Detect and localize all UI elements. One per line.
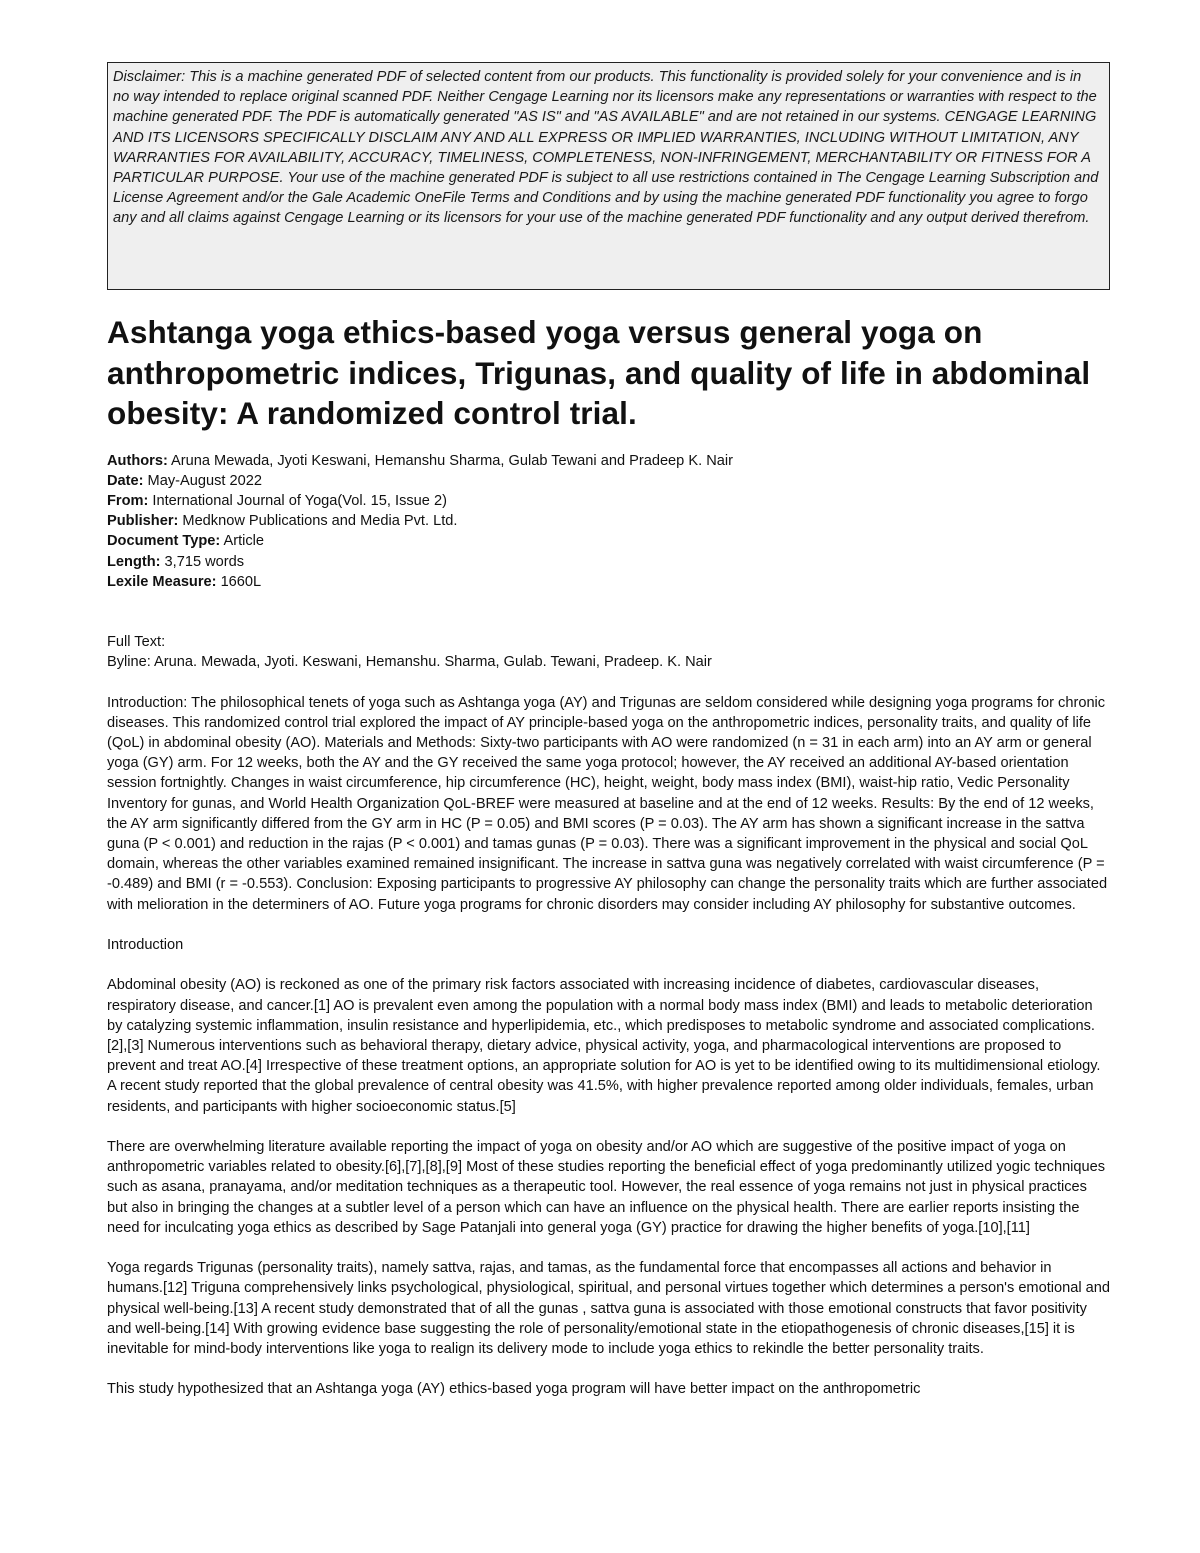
meta-publisher [107, 511, 1110, 531]
meta-authors [107, 451, 1110, 471]
body-paragraph: Yoga regards Trigunas (personality traits), namely sattva, rajas, and tamas, as the fundamental force that encompasses all actions and behavior in humans.[12] Triguna comprehensively links psychological, physiological, spiritual, and personal virtues together which determines a person's emotional and physical well-being.[13] A recent study demonstrated that of all the gunas , sattva guna is associated with those emotional constructs that favor positivity and well-being.[14] With growing evidence base suggesting the role of personality/emotional state in the etiopathogenesis of chronic diseases,[15] it is inevitable for mind-body interventions like yoga to realign its delivery mode to include yoga ethics to rekindle the better personality traits. [107, 1260, 1110, 1357]
body-paragraph: There are overwhelming literature available reporting the impact of yoga on obesity and/or AO which are suggestive of the positive impact of yoga on anthropometric variables related to obesity.[6],[7],[8],[9] Most of these studies reporting the beneficial effect of yoga predominantly utilized yogic techniques such as asana, pranayama, and/or meditation techniques as a therapeutic tool. However, the real essence of yoga remains not just in physical practices but also in bringing the changes at a subtler level of a person which can have an influence on the physical health. There are earlier reports insisting the need for inculcating yoga ethics as described by Sage Patanjali into general yoga (GY) practice for drawing the higher benefits of yoga.[10],[11] [107, 1138, 1106, 1236]
full-text-label: Full Text: [107, 633, 166, 650]
meta-value: 1660L [216, 573, 262, 590]
body-paragraph: Abdominal obesity (AO) is reckoned as one of the primary risk factors associated with increasing incidence of diabetes, cardiovascular diseases, respiratory disease, and cancer.[1] AO is prevalent even among the population with a normal body mass index (BMI) and leads to metabolic deterioration by catalyzing systemic inflammation, insulin resistance and hyperlipidemia, etc., which predisposes to metabolic syndrome and associated complications.[2],[3] Numerous interventions such as behavioral therapy, dietary advice, physical activity, yoga, and pharmacological interventions are proposed to prevent and treat AO.[4] Irrespective of these treatment options, an appropriate solution for AO is yet to be identified owing to its multidimensional etiology. A recent study reported that the global prevalence of central obesity was 41.5%, with higher prevalence reported among older individuals, females, urban residents, and participants with higher socioeconomic status.[5] [107, 977, 1101, 1115]
meta-label: Authors: [107, 452, 168, 469]
meta-value: May-August 2022 [143, 472, 262, 489]
document-page [107, 62, 1110, 1400]
disclaimer-box [107, 62, 1110, 290]
section-heading-introduction: Introduction [107, 936, 184, 953]
meta-from [107, 491, 1110, 511]
meta-value: 3,715 words [160, 553, 245, 570]
meta-value: Article [220, 533, 265, 550]
meta-label: Date: [107, 472, 144, 489]
meta-value: International Journal of Yoga(Vol. 15, Issue 2) [148, 492, 447, 509]
abstract-paragraph: Introduction: The philosophical tenets of yoga such as Ashtanga yoga (AY) and Trigunas are seldom considered while designing yoga programs for chronic diseases. This randomized control trial explored the impact of AY principle-based yoga on the anthropometric indices, personality traits, and quality of life (QoL) in abdominal obesity (AO). Materials and Methods: Sixty-two participants with AO were randomized (n = 31 in each arm) into an AY arm or general yoga (GY) arm. For 12 weeks, both the AY and the GY received the same yoga protocol; however, the AY received an additional AY-based orientation session fortnightly. Changes in waist circumference, hip circumference (HC), height, weight, body mass index (BMI), waist-hip ratio, Vedic Personality Inventory for gunas, and World Health Organization QoL-BREF were measured at baseline and at the end of 12 weeks. Results: By the end of 12 weeks, the AY arm significantly differed from the GY arm in HC (P = 0.05) and BMI scores (P = 0.03). The AY arm has shown a significant increase in the sattva guna (P < 0.001) and reduction in the rajas (P < 0.001) and tamas gunas (P = 0.03). There was a significant improvement in the physical and social QoL domain, whereas the other variables examined remained insignificant. The increase in sattva guna was negatively correlated with waist circumference (P = -0.489) and BMI (r = -0.553). Conclusion: Exposing participants to progressive AY philosophy can change the personality traits which are further associated with melioration in the determiners of AO. Future yoga programs for chronic disorders may consider including AY philosophy for substantive outcomes. [107, 694, 1108, 913]
byline: Byline: Aruna. Mewada, Jyoti. Keswani, Hemanshu. Sharma, Gulab. Tewani, Pradeep. K. Nair [107, 654, 712, 671]
disclaimer-text: Disclaimer: This is a machine generated PDF of selected content from our products. This functionality is provided solely for your convenience and is in no way intended to replace original scanned PDF. Neither Cengage Learning nor its licensors make any representations or warranties with respect to the machine generated PDF. The PDF is automatically generated "AS IS" and "AS AVAILABLE" and are not retained in our systems. CENGAGE LEARNING AND ITS LICENSORS SPECIFICALLY DISCLAIM ANY AND ALL EXPRESS OR IMPLIED WARRANTIES, INCLUDING WITHOUT LIMITATION, ANY WARRANTIES FOR AVAILABILITY, ACCURACY, TIMELINESS, COMPLETENESS, NON-INFRINGEMENT, MERCHANTABILITY OR FITNESS FOR A PARTICULAR PURPOSE. Your use of the machine generated PDF is subject to all use restrictions contained in The Cengage Learning Subscription and License Agreement and/or the Gale Academic OneFile Terms and Conditions and by using the machine generated PDF functionality you agree to forgo any and all claims against Cengage Learning or its licensors for your use of the machine generated PDF functionality and any output derived therefrom. [113, 69, 1099, 227]
meta-label: From: [107, 492, 149, 509]
article-metadata [107, 451, 1110, 592]
full-text-section [107, 632, 1110, 1400]
meta-value: Medknow Publications and Media Pvt. Ltd. [178, 513, 458, 530]
article-title: Ashtanga yoga ethics-based yoga versus general yoga on anthropometric indices, Trigunas, and quality of life in abdominal obesity: A randomized control trial. [107, 314, 1091, 431]
meta-value: Aruna Mewada, Jyoti Keswani, Hemanshu Sharma, Gulab Tewani and Pradeep K. Nair [167, 452, 733, 469]
meta-document-type [107, 531, 1110, 551]
meta-date [107, 471, 1110, 491]
meta-label: Length: [107, 553, 161, 570]
meta-label: Lexile Measure: [107, 573, 217, 590]
meta-lexile [107, 572, 1110, 592]
body-paragraph: This study hypothesized that an Ashtanga yoga (AY) ethics-based yoga program will have better impact on the anthropometric [107, 1381, 921, 1398]
meta-length [107, 552, 1110, 572]
meta-label: Publisher: [107, 513, 179, 530]
meta-label: Document Type: [107, 533, 221, 550]
